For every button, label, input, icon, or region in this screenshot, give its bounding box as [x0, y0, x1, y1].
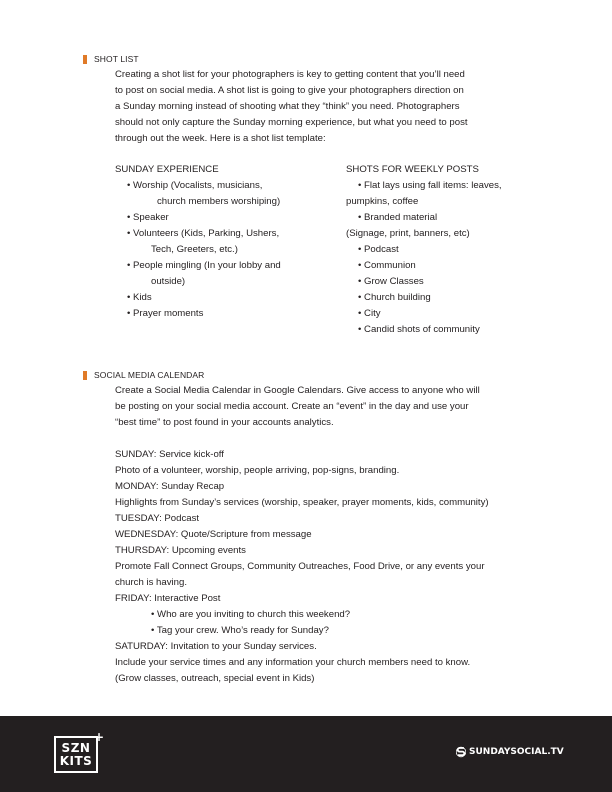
schedule-detail: Highlights from Sunday’s services (worship, speaker, prayer moments, kids, community) [115, 497, 489, 508]
weekly-item: • City [358, 308, 381, 319]
schedule-bullet: • Tag your crew. Who’s ready for Sunday? [151, 625, 329, 636]
schedule-detail: Include your service times and any information your church members need to know. [115, 657, 471, 668]
calendar-schedule [115, 447, 545, 687]
weekly-item-continued: pumpkins, coffee [346, 196, 419, 207]
calendar-heading [83, 370, 204, 380]
schedule-detail: Photo of a volunteer, worship, people arriving, pop-signs, branding. [115, 465, 400, 476]
schedule-day: WEDNESDAY: Quote/Scripture from message [115, 529, 312, 540]
schedule-day: FRIDAY: Interactive Post [115, 593, 221, 604]
shot-list-intro [115, 67, 545, 147]
intro-line: Creating a shot list for your photographers is key to getting content that you’ll need [115, 69, 465, 80]
sunday-item-continued: Tech, Greeters, etc.) [151, 244, 238, 255]
sundaysocial-brand [456, 746, 564, 758]
heading-accent-bar [83, 55, 87, 64]
site-url: SUNDAYSOCIAL.TV [469, 747, 564, 757]
szn-kits-logo [54, 736, 98, 773]
schedule-detail: Promote Fall Connect Groups, Community Outreaches, Food Drive, or any events your [115, 561, 485, 572]
intro-line: through out the week. Here is a shot list template: [115, 133, 326, 144]
weekly-item: • Flat lays using fall items: leaves, [358, 180, 502, 191]
weekly-item: • Communion [358, 260, 416, 271]
sunday-item-continued: outside) [151, 276, 186, 287]
sunday-experience-column [115, 162, 281, 322]
weekly-posts-title: SHOTS FOR WEEKLY POSTS [346, 164, 479, 175]
logo-plus-icon: + [94, 730, 105, 744]
logo-text-line2: KITS [59, 754, 93, 768]
weekly-item: • Podcast [358, 244, 399, 255]
sunday-item: • Worship (Vocalists, musicians, [127, 180, 263, 191]
shot-list-heading [83, 54, 139, 64]
sunday-item: • Prayer moments [127, 308, 204, 319]
schedule-day: TUESDAY: Podcast [115, 513, 200, 524]
schedule-detail: church is having. [115, 577, 187, 588]
sunday-item: • Volunteers (Kids, Parking, Ushers, [127, 228, 280, 239]
weekly-item-continued: (Signage, print, banners, etc) [346, 228, 470, 239]
sunday-experience-title: SUNDAY EXPERIENCE [115, 164, 219, 175]
schedule-day: SATURDAY: Invitation to your Sunday services. [115, 641, 317, 652]
weekly-posts-column [346, 162, 502, 338]
schedule-day: SUNDAY: Service kick-off [115, 449, 224, 460]
intro-line: be posting on your social media account. Create an “event” in the day and use your [115, 401, 469, 412]
intro-line: to post on social media. A shot list is going to give your photographers direction on [115, 85, 464, 96]
schedule-bullet: • Who are you inviting to church this weekend? [151, 609, 351, 620]
weekly-item: • Candid shots of community [358, 324, 480, 335]
sunday-item: • People mingling (In your lobby and [127, 260, 281, 271]
weekly-item: • Church building [358, 292, 431, 303]
sunday-item-continued: church members worshiping) [157, 196, 281, 207]
sunday-item: • Kids [127, 292, 152, 303]
calendar-title: SOCIAL MEDIA CALENDAR [94, 370, 205, 380]
logo-text-line1: SZN [61, 741, 91, 755]
calendar-intro [115, 383, 545, 431]
sunday-item: • Speaker [127, 212, 169, 223]
intro-line: should not only capture the Sunday morning experience, but what you need to post [115, 117, 468, 128]
weekly-item: • Grow Classes [358, 276, 424, 287]
schedule-day: THURSDAY: Upcoming events [115, 545, 246, 556]
weekly-item: • Branded material [358, 212, 438, 223]
intro-line: “best time” to post found in your accounts analytics. [115, 417, 334, 428]
schedule-detail: (Grow classes, outreach, special event in Kids) [115, 673, 315, 684]
intro-line: a Sunday morning instead of shooting what they “think” you need. Photographers [115, 101, 460, 112]
sundaysocial-logo-icon [456, 746, 466, 758]
intro-line: Create a Social Media Calendar in Google Calendars. Give access to anyone who will [115, 385, 480, 396]
schedule-day: MONDAY: Sunday Recap [115, 481, 225, 492]
heading-accent-bar [83, 371, 87, 380]
shot-list-title: SHOT LIST [94, 54, 139, 64]
